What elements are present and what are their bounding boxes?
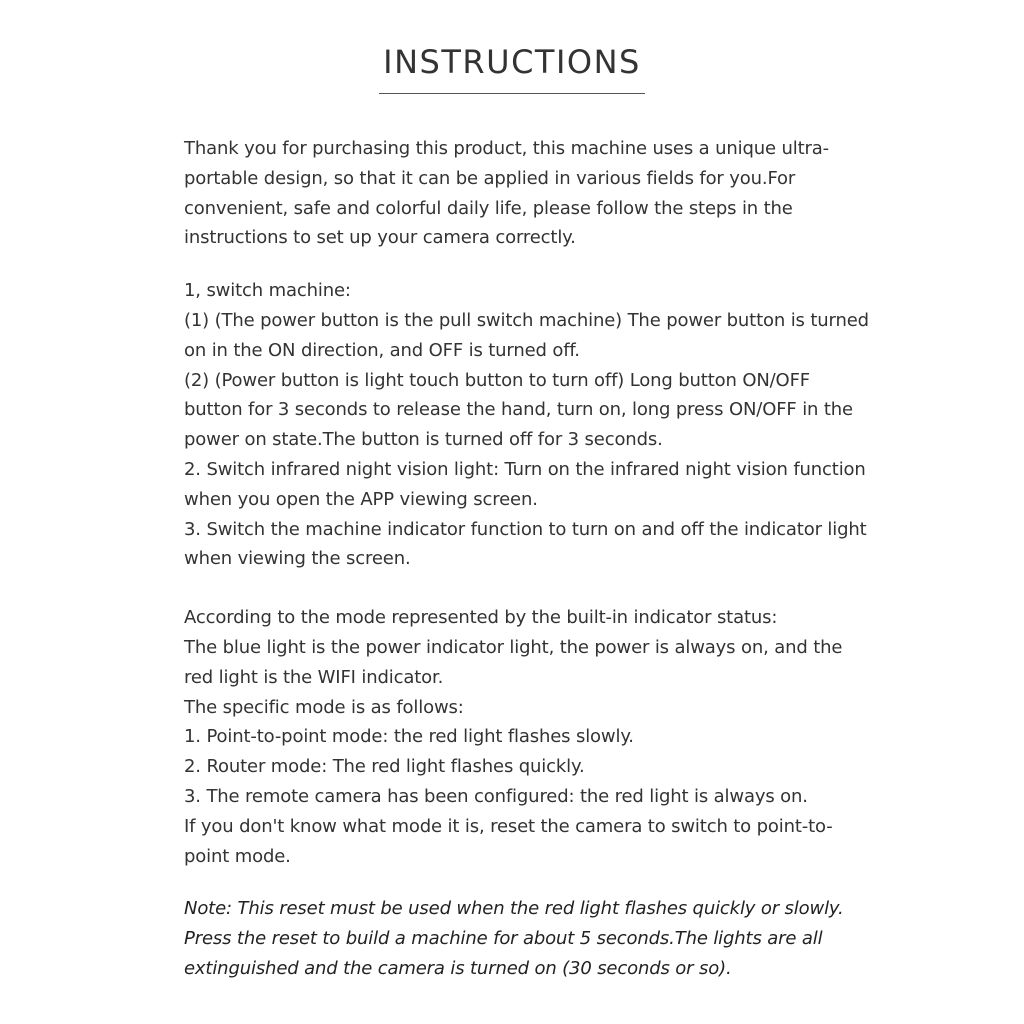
mode-reset-hint: If you don't know what mode it is, reset the camera to switch to point-to-point mode. (184, 815, 833, 867)
switch-step-touch: (2) (Power button is light touch button to turn off) Long button ON/OFF button for 3 seconds to release the hand, turn on, long press ON/OFF in the power on state.The button is turned off for 3 seconds. (184, 369, 853, 451)
instructions-body (184, 134, 874, 984)
title-container (0, 44, 1024, 94)
reset-note: Note: This reset must be used when the red light flashes quickly or slowly. Press the reset to build a machine for about 5 seconds.The lights are all extinguished and the camera is turned on (30 seconds or so). (184, 898, 844, 979)
indicator-section (184, 603, 874, 871)
mode-heading: The specific mode is as follows: (184, 696, 464, 718)
indicator-colors: The blue light is the power indicator light, the power is always on, and the red light is the WIFI indicator. (184, 636, 843, 688)
indicator-intro: According to the mode represented by the built-in indicator status: (184, 607, 778, 629)
mode-point-to-point: 1. Point-to-point mode: the red light flashes slowly. (184, 726, 634, 748)
switch-heading: 1, switch machine: (184, 280, 351, 302)
indicator-step: 3. Switch the machine indicator function to turn on and off the indicator light when viewing the screen. (184, 518, 867, 570)
intro-paragraph: Thank you for purchasing this product, this machine uses a unique ultra-portable design, so that it can be applied in various fields for you.For convenient, safe and colorful daily life, please follow the steps in the instructions to set up your camera correctly. (184, 138, 829, 249)
mode-router: 2. Router mode: The red light flashes quickly. (184, 756, 585, 778)
switch-section (184, 276, 874, 574)
switch-step-pull: (1) (The power button is the pull switch machine) The power button is turned on in the ON direction, and OFF is turned off. (184, 309, 869, 361)
night-vision-step: 2. Switch infrared night vision light: Turn on the infrared night vision function when you open the APP viewing screen. (184, 458, 866, 510)
mode-configured: 3. The remote camera has been configured: the red light is always on. (184, 785, 808, 807)
section-spacer (184, 574, 874, 603)
page-title: INSTRUCTIONS (379, 44, 645, 94)
